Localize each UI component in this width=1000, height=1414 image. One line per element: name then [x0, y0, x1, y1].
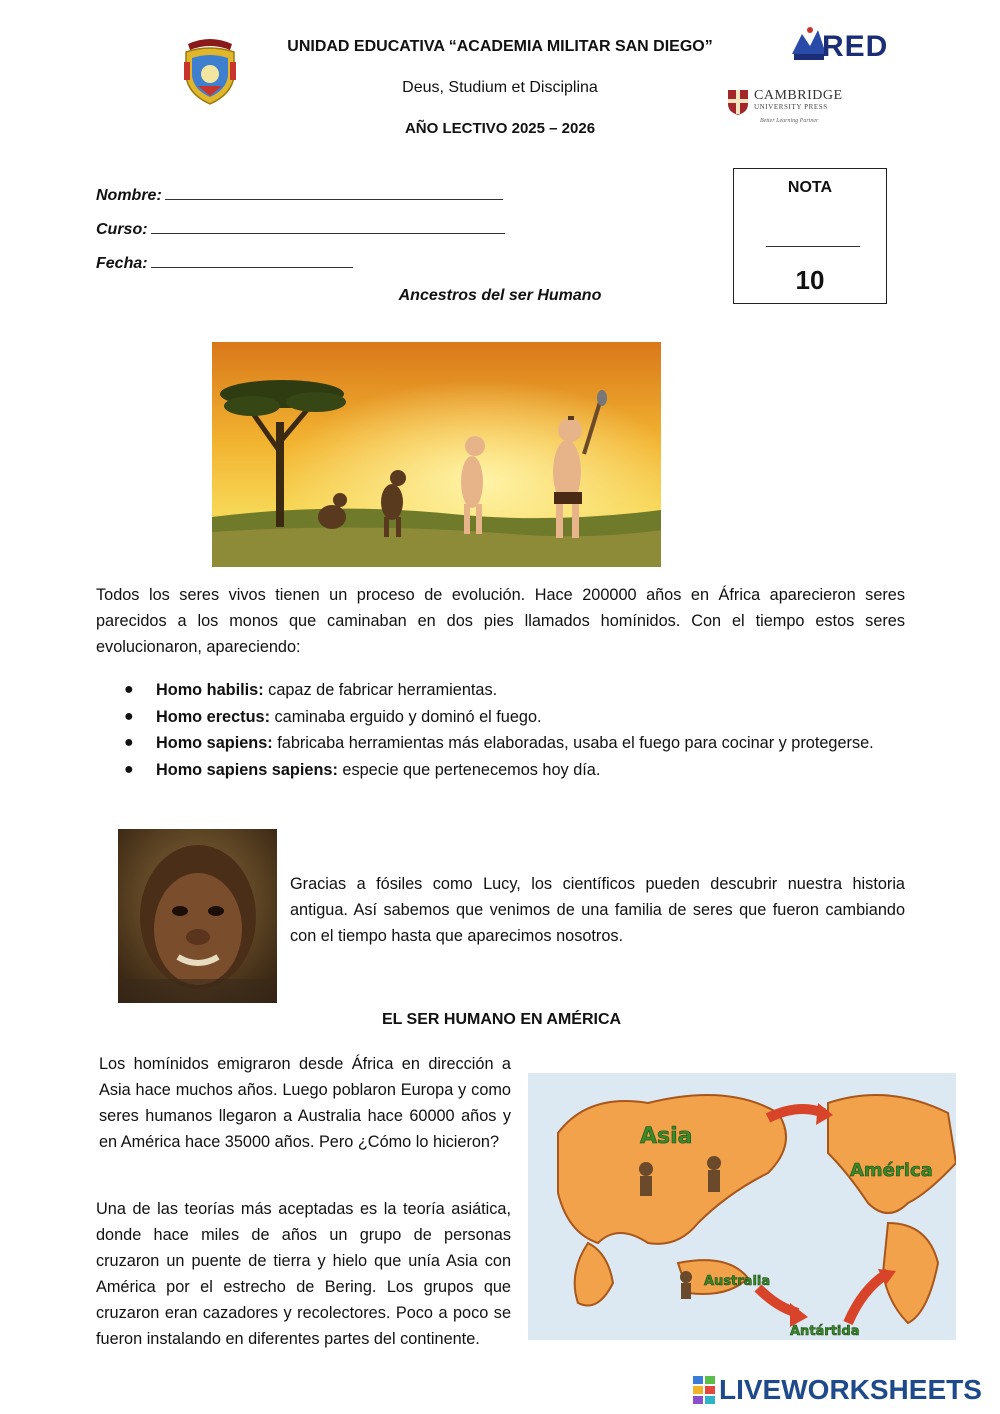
list-item: [96, 757, 905, 784]
species-name: Homo sapiens:: [156, 734, 273, 753]
species-description: fabricaba herramientas más elaboradas, usaba el fuego para cocinar y protegerse.: [272, 734, 874, 753]
map-label-antartida: Antártida: [790, 1324, 860, 1339]
name-input-line[interactable]: [165, 185, 503, 200]
map-label-asia: Asia: [640, 1124, 693, 1149]
cambridge-name: CAMBRIDGE: [754, 88, 843, 103]
course-input-line[interactable]: [151, 219, 505, 234]
section-heading: EL SER HUMANO EN AMÉRICA: [381, 1011, 622, 1028]
red-logo: [788, 24, 888, 68]
course-field[interactable]: [96, 219, 505, 239]
list-item: [96, 704, 905, 731]
grade-box: [733, 168, 887, 304]
school-motto: Deus, Studium et Disciplina: [402, 79, 598, 96]
lucy-reconstruction-photo: [118, 829, 277, 1003]
species-description: caminaba erguido y dominó el fuego.: [270, 707, 542, 726]
cambridge-tagline: Better Learning Partner: [760, 118, 819, 124]
bullet-icon: ●: [124, 734, 134, 752]
list-item: [96, 730, 905, 757]
species-name: Homo erectus:: [156, 707, 270, 726]
species-name: Homo habilis:: [156, 681, 264, 699]
date-label: Fecha:: [96, 255, 148, 272]
date-field[interactable]: [96, 253, 353, 273]
bullet-icon: ●: [124, 707, 134, 725]
name-field[interactable]: [96, 185, 503, 205]
map-label-australia: Australia: [704, 1274, 771, 1289]
liveworksheets-brand: LIVEWORKSHEETS: [719, 1374, 982, 1405]
school-year: AÑO LECTIVO 2025 – 2026: [404, 120, 596, 137]
red-logo-text: RED: [822, 30, 889, 63]
migration-map: [528, 1073, 956, 1340]
theory-paragraph: Una de las teorías más aceptadas es la teoría asiática, donde hace miles de años un grupo de personas cruzaron un puente de tierra y hielo que unía Asia con América por el estrecho de Bering. Los grupos que cruzaron eran cazadores y recolectores. Poco a poco se fueron instalando en diferentes partes del continente.: [96, 1200, 511, 1348]
species-list: [96, 677, 905, 783]
worksheet-title: Ancestros del ser Humano: [398, 287, 602, 304]
grade-max-score: 10: [795, 265, 825, 295]
species-name: Homo sapiens sapiens:: [156, 760, 338, 779]
cambridge-logo: [726, 86, 846, 130]
migration-paragraph: Los homínidos emigraron desde África en dirección a Asia hace muchos años. Luego poblaron Europa y como seres humanos llegaron a Australia hace 60000 años y en América hace 35000 años. Pero ¿Cómo lo hicieron?: [99, 1055, 511, 1151]
cambridge-press: UNIVERSITY PRESS: [754, 103, 828, 111]
grade-label: NOTA: [787, 179, 833, 196]
species-description: especie que pertenecemos hoy día.: [337, 760, 601, 779]
species-description: capaz de fabricar herramientas.: [263, 681, 498, 699]
list-item: [96, 677, 905, 704]
school-name: UNIDAD EDUCATIVA “ACADEMIA MILITAR SAN DIEGO”: [287, 38, 713, 55]
course-label: Curso:: [96, 221, 148, 238]
human-evolution-illustration: [212, 342, 661, 567]
map-label-america: América: [850, 1160, 933, 1181]
intro-paragraph: Todos los seres vivos tienen un proceso de evolución. Hace 200000 años en África aparecieron seres parecidos a los monos que caminaban en dos pies llamados homínidos. Con el tiempo estos seres evolucionaron, apareciendo:: [96, 586, 905, 656]
name-label: Nombre:: [96, 187, 162, 204]
date-input-line[interactable]: [151, 253, 353, 268]
bullet-icon: ●: [124, 681, 134, 698]
liveworksheets-logo: [693, 1374, 989, 1406]
bullet-icon: ●: [124, 760, 134, 778]
lucy-paragraph: Gracias a fósiles como Lucy, los científicos pueden descubrir nuestra historia antigua. Así sabemos que venimos de una familia de seres que fueron cambiando con el tiempo hasta que aparecimos nosotros.: [290, 875, 905, 945]
grade-input-line[interactable]: [766, 246, 860, 247]
